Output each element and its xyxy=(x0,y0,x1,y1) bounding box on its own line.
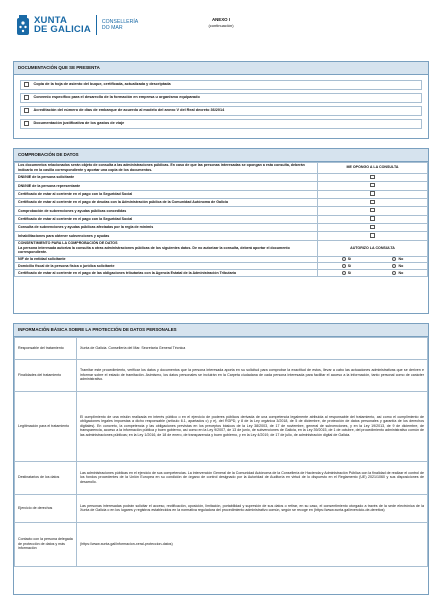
oppose-row-label: Consulta de subvenciones y ayudas públicas afectadas por la regla de minimis xyxy=(15,224,318,232)
page-header xyxy=(16,14,426,48)
authorize-yes-radio[interactable] xyxy=(342,257,346,261)
logo-text-line1: XUNTA xyxy=(34,15,68,26)
document-checkbox[interactable] xyxy=(24,82,29,87)
authorize-yes-radio[interactable] xyxy=(342,271,346,275)
info-label: Responsable del tratamiento xyxy=(15,337,77,359)
document-checkbox[interactable] xyxy=(24,121,29,126)
document-label: Convenio específico para el desarrollo de la formación en empresa u organismo equiparado xyxy=(33,95,200,100)
no-label: No xyxy=(398,264,404,269)
info-label: Contacto con la persona delegada de protección de datos y más información xyxy=(15,522,77,566)
oppose-checkbox[interactable] xyxy=(370,183,375,188)
no-label: No xyxy=(398,270,404,275)
authorize-row-label: Domicilio fiscal de la persona física o jurídica solicitante xyxy=(15,263,318,270)
oppose-column-header: ME OPONGO A LA CONSULTA xyxy=(318,162,428,173)
info-value: Las personas interesadas podrán solicitar el acceso, rectificación, oposición, limitación, portabilidad y supresión de sus datos o retirar, en su caso, el consentimiento otorgado a través de la sede electrónica de la Xunta de Galicia o en los lugares y registros establecidos en la normativa reguladora del procedimiento administrativo común, según se recoge en (https://www.xunta.gal/exercicio-de-dereitos) xyxy=(77,494,428,522)
data-check-section xyxy=(13,148,429,314)
info-value: Tramitar este procedimiento, verificar los datos y documentos que la persona interesada aporta en su solicitud para comprobar la exactitud de estos, llevar a cabo las actuaciones administrativas que se deriven e informar sobre el estado de tramitación. Asimismo, los datos personales se incluirán en la Carpeta ciudadana de cada persona interesada para facilitar el acceso a la información, tanto personal como de carácter administrativo. xyxy=(77,359,428,391)
table-row xyxy=(15,182,428,190)
table-row xyxy=(15,256,428,263)
table-row xyxy=(15,461,428,494)
info-label: Destinatarios de los datos xyxy=(15,461,77,494)
oppose-row-label: Certificado de estar al corriente en el pago de deudas con la Administración pública de la Comunidad Autónoma de Galicia xyxy=(15,198,318,206)
table-row xyxy=(15,359,428,391)
table-row xyxy=(15,270,428,277)
table-row xyxy=(15,391,428,461)
authorize-no-radio[interactable] xyxy=(392,264,396,268)
oppose-checkbox[interactable] xyxy=(370,208,375,213)
oppose-checkbox[interactable] xyxy=(370,216,375,221)
table-row xyxy=(15,215,428,223)
department-line2: DO MAR xyxy=(101,25,123,31)
document-checkbox[interactable] xyxy=(24,108,29,113)
documents-section-title: DOCUMENTACIÓN QUE SE PRESENTA xyxy=(14,62,428,75)
info-label: Legitimación para el tratamiento xyxy=(15,391,77,461)
oppose-checkbox[interactable] xyxy=(370,175,375,180)
oppose-checkbox[interactable] xyxy=(370,233,375,238)
info-value: (https://www.xunta.gal/informacion-xeral-proteccion-datos) xyxy=(77,522,428,566)
yes-label: Sí xyxy=(347,270,352,275)
authorize-no-radio[interactable] xyxy=(392,271,396,275)
document-label: Copia de la hoja de asiento del buque, certificada, actualizada y descriptada xyxy=(33,82,171,87)
data-protection-section-title: INFORMACIÓN BÁSICA SOBRE LA PROTECCIÓN DE DATOS PERSONALES xyxy=(14,324,428,337)
oppose-checkbox[interactable] xyxy=(370,191,375,196)
table-row xyxy=(15,198,428,206)
table-row xyxy=(15,494,428,522)
oppose-row-label: DNI/NIE de la persona representante xyxy=(15,182,318,190)
oppose-checkbox[interactable] xyxy=(370,200,375,205)
table-row xyxy=(15,190,428,198)
authorize-row-label: Certificado de estar al corriente en el pago de las obligaciones tributarias con la Agencia Estatal de la Administración Tributaria xyxy=(15,270,318,277)
document-item xyxy=(20,80,422,90)
data-check-intro: Los documentos relacionados serán objeto de consulta a las administraciones públicas. En caso de que las personas interesadas se opongan a esta consulta, deberán indicarlo en la casilla correspondiente y aportar una copia de los documentos. xyxy=(15,162,318,173)
table-row xyxy=(15,522,428,566)
logo-text-line2: DE GALICIA xyxy=(34,24,91,35)
document-label: Acreditación del número de días de embarque de acuerdo al modelo del anexo V del Real decreto 36/2014 xyxy=(33,108,225,113)
oppose-row-label: Inhabilitaciones para obtener subvenciones y ayudas xyxy=(15,232,318,240)
consent-text: La persona interesada autoriza la consulta a otras administraciones públicas de los siguientes datos. De no autorizar la consulta, deberá aportar el documento correspondiente. xyxy=(18,245,290,255)
authorize-yes-radio[interactable] xyxy=(342,264,346,268)
table-row xyxy=(15,207,428,215)
document-label: Documentación justificativa de los gastos de viaje xyxy=(33,121,125,126)
info-label: Finalidades del tratamiento xyxy=(15,359,77,391)
table-row xyxy=(15,224,428,232)
annex-subtitle: (continuación) xyxy=(208,23,234,28)
document-item xyxy=(20,106,422,116)
data-check-table xyxy=(14,162,428,278)
no-label: No xyxy=(398,257,404,262)
table-row xyxy=(15,337,428,359)
data-check-section-title: COMPROBACIÓN DE DATOS xyxy=(14,149,428,162)
authorize-column-header: AUTORIZO LA CONSULTA xyxy=(318,240,428,256)
documents-section xyxy=(13,61,429,139)
authorize-row-label: NIF de la entidad solicitante xyxy=(15,256,318,263)
oppose-row-label: DNI/NIE de la persona solicitante xyxy=(15,173,318,181)
document-item xyxy=(20,93,422,103)
info-value: El cumplimiento de una misión realizada en interés público o en el ejercicio de poderes públicos derivada de una competencia legalmente atribuida al responsable del tratamiento, así como el cumplimiento de obligaciones legales impuestas a dicho responsable (artículo 6.1, apartados c) y e), del RGPD, y 8 de la Ley orgánica 3/2018, de 5 de diciembre, de protección de datos personales y garantía de los derechos digitales). En concreto, la competencia y las obligaciones previstas en los preceptos básicos de la Ley 38/2003, de 17 de noviembre, general de subvenciones, y en la Ley 19/2013, de 9 de diciembre, de transparencia, acceso a la información pública y buen gobierno, así como en la Ley 9/2007, de 13 de junio, de subvenciones de Galicia, en la Ley 39/2015, de 1 de octubre, del procedimiento administrativo común de las administraciones públicas; en la Ley 1/2016, de 18 de enero, de transparencia y buen gobierno, y en la Ley 4/2019, de 17 de julio, de administración digital de Galicia. xyxy=(77,391,428,461)
oppose-row-label: Comprobación de subvenciones y ayudas públicas concedidas xyxy=(15,207,318,215)
yes-label: Sí xyxy=(347,264,352,269)
consent-title: CONSENTIMIENTO PARA LA COMPROBACIÓN DE DATOS xyxy=(18,241,118,246)
table-row xyxy=(15,232,428,240)
info-value: Xunta de Galicia. Consellería del Mar. Secretaría General Técnica xyxy=(77,337,428,359)
consent-block xyxy=(15,240,318,256)
oppose-row-label: Certificado de estar al corriente en el pago con la Seguridad Social xyxy=(15,190,318,198)
department-line1: CONSELLERÍA xyxy=(101,19,139,25)
oppose-checkbox[interactable] xyxy=(370,225,375,230)
data-protection-section xyxy=(13,323,429,595)
document-item xyxy=(20,119,422,129)
table-row xyxy=(15,173,428,181)
annex-title: ANEXO I xyxy=(211,17,231,22)
oppose-row-label: Certificado de estar al corriente en el pago con la Seguridad Social xyxy=(15,215,318,223)
document-checkbox[interactable] xyxy=(24,95,29,100)
yes-label: Sí xyxy=(347,257,352,262)
info-label: Ejercicio de derechos xyxy=(15,494,77,522)
table-row xyxy=(15,263,428,270)
info-value: Las administraciones públicas en el ejercicio de sus competencias. La intervención General de la Comunidad Autónoma de la Consellería de Hacienda y Administración Pública con la finalidad de realizar el control de los fondos procedentes de la Unión Europea en su condición de órgano de control designado por la Autoridad de Auditoría en virtud de lo dispuesto en el Reglamento (UE) 2021/1060 y sus disposiciones de desarrollo. xyxy=(77,461,428,494)
authorize-no-radio[interactable] xyxy=(392,257,396,261)
data-protection-table xyxy=(14,337,428,567)
